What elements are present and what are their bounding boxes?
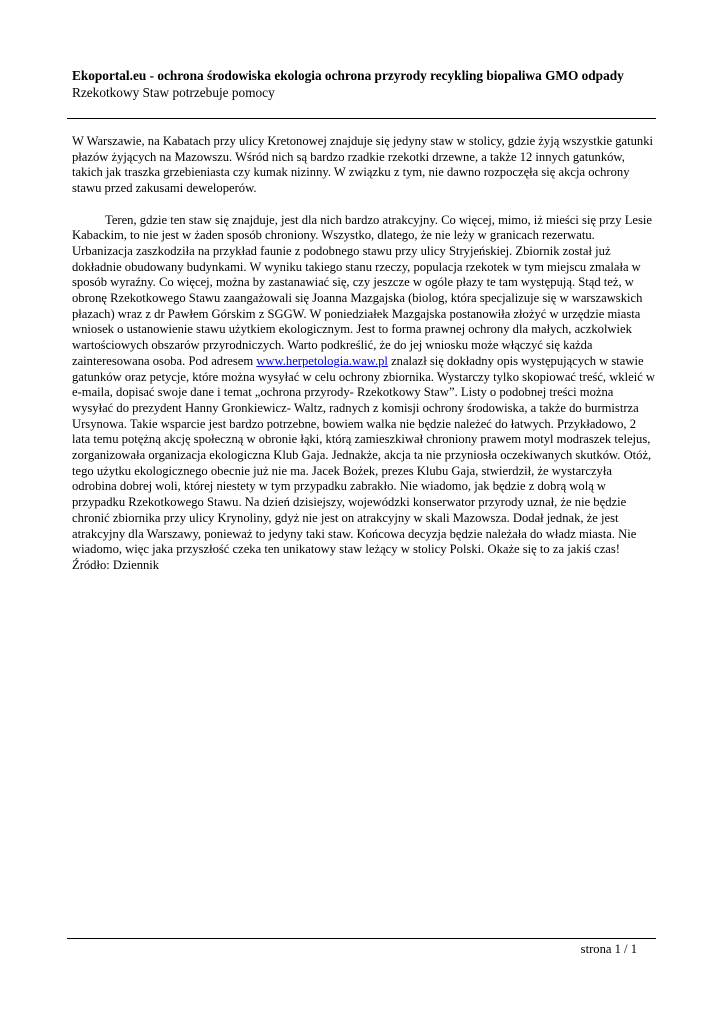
- article-paragraph-1: W Warszawie, na Kabatach przy ulicy Kretonowej znajduje się jedyny staw w stolicy, gdzie żyją wszystkie gatunki płazów żyjących na Mazowszu. Wśród nich są bardzo rzadkie rzekotki drzewne, a także 12 innych gatunków, takich jak traszka grzebieniasta czy kumak nizinny. W związku z tym, nie dawno rozpoczęła się akcja ochrony stawu przed zakusami deweloperów.: [72, 134, 654, 196]
- header-divider: [67, 118, 656, 119]
- page-number: strona 1 / 1: [580, 942, 637, 956]
- site-title: Ekoportal.eu - ochrona środowiska ekologia ochrona przyrody recykling biopaliwa GMO odpady: [72, 68, 624, 83]
- article-paragraph-2: [72, 213, 657, 574]
- footer-divider: [67, 938, 656, 939]
- article-title: Rzekotkowy Staw potrzebuje pomocy: [72, 85, 275, 100]
- paragraph-2-text-end: znalazł się dokładny opis występujących w stawie gatunków oraz petycje, które można wysyłać w celu ochrony zbiornika. Wystarczy tylko skopiować treść, wkleić w e-maila, dopisać swoje dane i temat „ochrona przyrody- Rzekotkowy Staw”. Listy o podobnej treści można wysyłać do prezydent Hanny Gronkiewicz- Waltz, radnych z komisji ochrony środowiska, a także do burmistrza Ursynowa. Takie wsparcie jest bardzo potrzebne, bowiem walka nie będzie należeć do łatwych. Przykładowo, 2 lata temu potężną akcję społeczną w obronie łąki, którą zamieszkiwał chroniony prawem motyl modraszek telejus, zorganizowała organizacja ekologiczna Klub Gaja. Jednakże, akcja ta nie przyniosła oczekiwanych skutków. Otóż, tego użytku ekologicznego obecnie już nie ma. Jacek Bożek, prezes Klubu Gaja, stwierdził, że wystarczyła odrobina dobrej woli, której niestety w tym przypadku zabrakło. Nie wiadomo, jak będzie z dobrą wolą w przypadku Rzekotkowego Stawu. Na dzień dzisiejszy, wojewódzki konserwator przyrody uznał, że nie będzie chronić zbiornika przy ulicy Krynoliny, gdyż nie jest on atrakcyjny w skali Mazowsza. Dodał jednak, że jest atrakcyjny dla Warszawy, ponieważ to jedyny taki staw. Końcowa decyzja będzie należała do władz miasta. Nie wiadomo, więc jaka przyszłość czeka ten unikatowy staw leżący w stolicy Polski. Okaże się to za jakiś czas! Źródło: Dziennik: [72, 353, 656, 572]
- paragraph-2-text-start: Teren, gdzie ten staw się znajduje, jest dla nich bardzo atrakcyjny. Co więcej, mimo, iż mieści się przy Lesie Kabackim, to nie jest w żaden sposób chroniony. Wszystko, dlatego, że nie leży w granicach rezerwatu. Urbanizacja zaszkodziła na przykład faunie z podobnego stawu przy ulicy Stryjeńskiej. Zbiornik został już dokładnie obudowany budynkami. W wyniku takiego stanu rzeczy, populacja rzekotek w tym miejscu zmalała w sposób wyraźny. Co więcej, można by zastanawiać się, czy jeszcze w ogóle płazy te tam występują. Stąd też, w obronę Rzekotkowego Stawu zaangażowali się Joanna Mazgajska (biolog, która specjalizuje się w warszawskich płazach) wraz z dr Pawłem Górskim z SGGW. W poniedziałek Mazgajska postanowiła złożyć w urzędzie miasta wniosek o ustanowienie stawu użytkiem ekologicznym. Jest to forma prawnej ochrony dla małych, aczkolwiek wartościowych obszarów przyrodniczych. Warto podkreślić, że do jej wniosku może włączyć się każda zainteresowana osoba. Pod adresem: [72, 212, 652, 368]
- article-body: [72, 134, 657, 574]
- herpetologia-link[interactable]: www.herpetologia.waw.pl: [256, 353, 388, 368]
- page-header: [72, 67, 652, 101]
